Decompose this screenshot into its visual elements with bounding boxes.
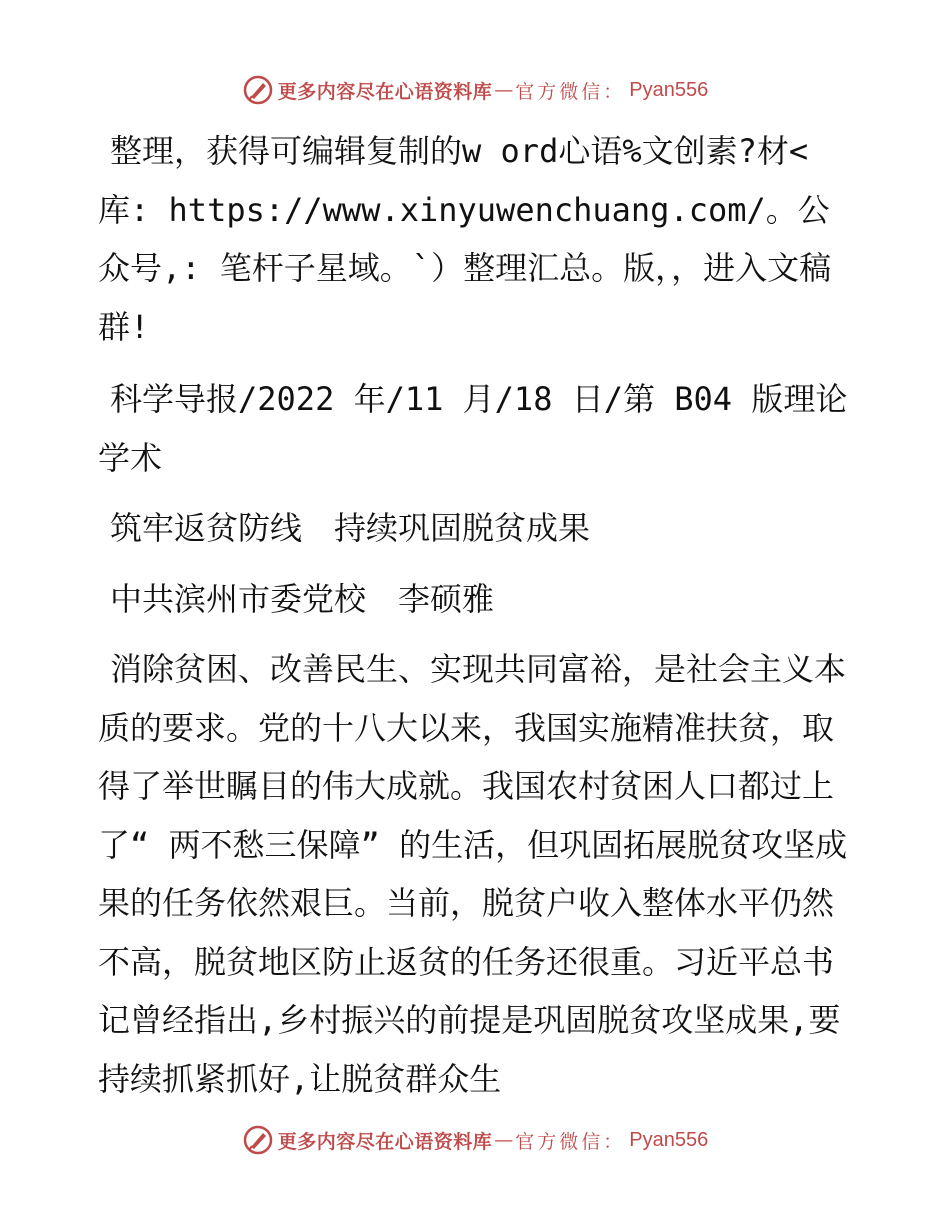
intro-paragraph: 整理，获得可编辑复制的w ord心语%文创素?材<库: https://www.xinyuwenchuang.com/。公众号,: 笔杆子星域。`）整理汇总。版，，进入文稿群! <box>98 132 832 346</box>
document-body <box>98 122 858 1120</box>
source-line: 科学导报/2022 年/11 月/18 日/第 B04 版理论学术 <box>98 380 848 477</box>
banner-dash: — <box>494 1129 514 1151</box>
banner-official-label: 官方微信： <box>515 1130 626 1153</box>
footer-watermark-banner <box>0 1120 950 1160</box>
banner-official-label: 官方微信： <box>515 80 626 103</box>
banner-wechat-id: Pyan556 <box>629 1128 709 1151</box>
banner-wechat-id: Pyan556 <box>629 78 709 101</box>
banner-dash: — <box>494 79 514 101</box>
banner-main-text: 更多内容尽在心语资料库 <box>277 80 493 103</box>
article-author: 中共滨州市委党校 李硕雅 <box>110 579 495 618</box>
article-title: 筑牢返贫防线 持续巩固脱贫成果 <box>110 509 591 547</box>
header-watermark-banner <box>0 70 950 110</box>
quill-pen-icon <box>242 1124 274 1156</box>
banner-main-text: 更多内容尽在心语资料库 <box>277 1130 493 1153</box>
body-paragraph: 消除贫困、改善民生、实现共同富裕，是社会主义本质的要求。党的十八大以来，我国实施精准扶贫，取得了举世瞩目的伟大成就。我国农村贫困人口都过上了“ 两不愁三保障” 的生活，但巩固拓展脱贫攻坚成果的任务依然艰巨。当前，脱贫户收入整体水平仍然不高，脱贫地区防止返贫的任务还很重。习近平总书记曾经指出,乡村振兴的前提是巩固脱贫攻坚成果,要持续抓紧抓好,让脱贫群众生 <box>98 650 848 1098</box>
quill-pen-icon <box>242 74 274 106</box>
